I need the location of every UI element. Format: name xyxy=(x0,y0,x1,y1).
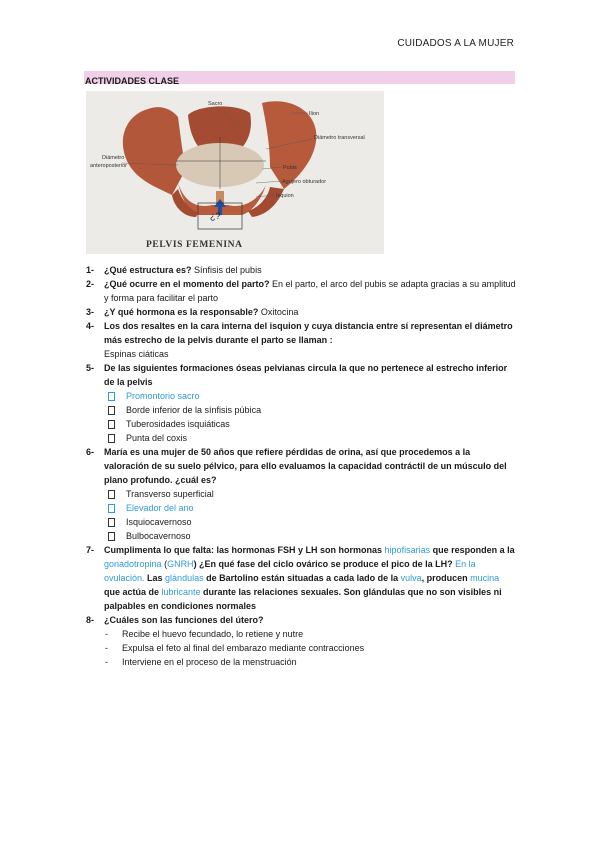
question-text: Los dos resaltes en la cara interna del isquion y cuya distancia entre sí representan el diámetro más estrecho de la pelvis durante el parto se llaman xyxy=(104,321,513,345)
checkbox-icon[interactable] xyxy=(108,490,115,499)
answer-text: Espinas ciáticas xyxy=(104,349,169,359)
checkbox-icon[interactable] xyxy=(108,406,115,415)
list-item-text: Recibe el huevo fecundado, lo retiene y nutre xyxy=(122,629,304,639)
question-text: que actúa de xyxy=(104,587,162,597)
option-item[interactable] xyxy=(86,501,516,515)
question-text: De las siguientes formaciones óseas pelvianas circula la que no pertenece al estrecho inferior de la pelvis xyxy=(104,363,508,387)
option-label: Isquiocavernoso xyxy=(126,517,192,527)
fill-answer: GNRH xyxy=(167,559,194,569)
label-ilion: Ilion xyxy=(309,111,320,117)
option-item[interactable] xyxy=(86,529,516,543)
checkbox-icon[interactable] xyxy=(108,518,115,527)
fill-answer: En la ovulación. xyxy=(104,559,476,583)
question-text: ¿Qué ocurre en el momento del parto? xyxy=(104,279,270,289)
question-number: 2- xyxy=(86,279,95,289)
question-3 xyxy=(86,305,516,319)
option-item[interactable] xyxy=(86,487,516,501)
checkbox-icon[interactable] xyxy=(108,392,115,401)
question-text: de Bartolino están situadas a cada lado de la xyxy=(203,573,401,583)
option-item[interactable] xyxy=(86,431,516,445)
list-item xyxy=(86,627,516,641)
question-text: Cumplimenta lo que falta: las hormonas FSH y LH son hormonas xyxy=(104,545,385,555)
answer-text: En el parto, el arco del pubis se adapta gracias a su amplitud y forma para facilitar el parto xyxy=(104,279,516,303)
label-anteroposterior: anteroposterior xyxy=(90,163,127,169)
question-number: 4- xyxy=(86,321,95,331)
option-label: Punta del coxis xyxy=(126,433,188,443)
option-label: Tuberosidades isquiáticas xyxy=(126,419,230,429)
checkbox-icon[interactable] xyxy=(108,532,115,541)
question-number: 6- xyxy=(86,447,95,457)
list-item xyxy=(86,655,516,669)
dash-bullet: - xyxy=(105,643,108,653)
question-text: , producen xyxy=(421,573,471,583)
list-item-text: Expulsa el feto al final del embarazo mediante contracciones xyxy=(122,643,365,653)
label-diametro-transversal: Diámetro transversal xyxy=(314,135,365,141)
fill-answer: gonadotropina xyxy=(104,559,162,569)
option-item[interactable] xyxy=(86,417,516,431)
label-pubis: Pubis xyxy=(283,165,297,171)
answer-text: Oxitocina xyxy=(258,307,299,317)
question-text: ( xyxy=(161,559,168,569)
list-item-text: Interviene en el proceso de la menstruación xyxy=(122,657,297,667)
question-1 xyxy=(86,263,516,277)
figure-question-label: ¿? xyxy=(210,211,221,221)
dash-bullet: - xyxy=(105,657,108,667)
question-text: Las xyxy=(144,573,166,583)
fill-answer: glándulas xyxy=(165,573,204,583)
question-4 xyxy=(86,319,516,361)
fill-answer: hipofisarias xyxy=(384,545,431,555)
question-text: ¿Y qué hormona es la responsable? xyxy=(104,307,259,317)
figure-caption: PELVIS FEMENINA xyxy=(146,240,243,250)
dash-bullet: - xyxy=(105,629,108,639)
answer-separator: : xyxy=(329,335,333,345)
checkbox-icon[interactable] xyxy=(108,420,115,429)
option-item[interactable] xyxy=(86,403,516,417)
question-text: ) ¿En qué fase del ciclo ovárico se produce el pico de la LH? xyxy=(193,559,453,569)
document-header: CUIDADOS A LA MUJER xyxy=(397,38,514,49)
label-agujero-obturador: Agujero obturador xyxy=(282,179,327,185)
checkbox-icon[interactable] xyxy=(108,504,115,513)
question-7 xyxy=(86,543,516,613)
option-label: Promontorio sacro xyxy=(126,391,200,401)
question-text: ¿Cuáles son las funciones del útero? xyxy=(104,615,264,625)
section-title-bar xyxy=(84,71,515,84)
question-number: 1- xyxy=(86,265,95,275)
fill-answer: mucina xyxy=(470,573,500,583)
question-number: 8- xyxy=(86,615,95,625)
checkbox-icon[interactable] xyxy=(108,434,115,443)
question-text: María es una mujer de 50 años que refiere pérdidas de orina, así que procedemos a la valoración de su suelo pélvico, para ello evaluamos la capacidad contráctil de un músculo del plano profundo. ¿cuál es? xyxy=(104,447,507,485)
section-title: ACTIVIDADES CLASE xyxy=(85,76,180,86)
label-diametro: Diámetro xyxy=(102,155,125,161)
question-text: ¿Qué estructura es? xyxy=(104,265,192,275)
question-number: 7- xyxy=(86,545,95,555)
question-5 xyxy=(86,361,516,389)
option-label: Transverso superficial xyxy=(126,489,214,499)
question-8 xyxy=(86,613,516,627)
pelvis-illustration xyxy=(86,91,384,254)
option-item[interactable] xyxy=(86,515,516,529)
answer-text: Sínfisis del pubis xyxy=(191,265,262,275)
question-number: 5- xyxy=(86,363,95,373)
option-label: Borde inferior de la sínfisis púbica xyxy=(126,405,262,415)
question-list xyxy=(86,263,516,669)
question-6 xyxy=(86,445,516,487)
option-label: Bulbocavernoso xyxy=(126,531,191,541)
label-sacro: Sacro xyxy=(208,101,223,107)
label-isquion: Isquion xyxy=(276,193,294,199)
fill-answer: lubricante xyxy=(161,587,201,597)
question-text: que responden a la xyxy=(430,545,515,555)
option-item[interactable] xyxy=(86,389,516,403)
pelvis-figure xyxy=(86,91,384,254)
question-number: 3- xyxy=(86,307,95,317)
question-text: durante las relaciones sexuales. Son glándulas que no son visibles ni palpables en condiciones normales xyxy=(104,587,502,611)
question-2 xyxy=(86,277,516,305)
option-label: Elevador del ano xyxy=(126,503,194,513)
list-item xyxy=(86,641,516,655)
fill-answer: vulva xyxy=(400,573,422,583)
